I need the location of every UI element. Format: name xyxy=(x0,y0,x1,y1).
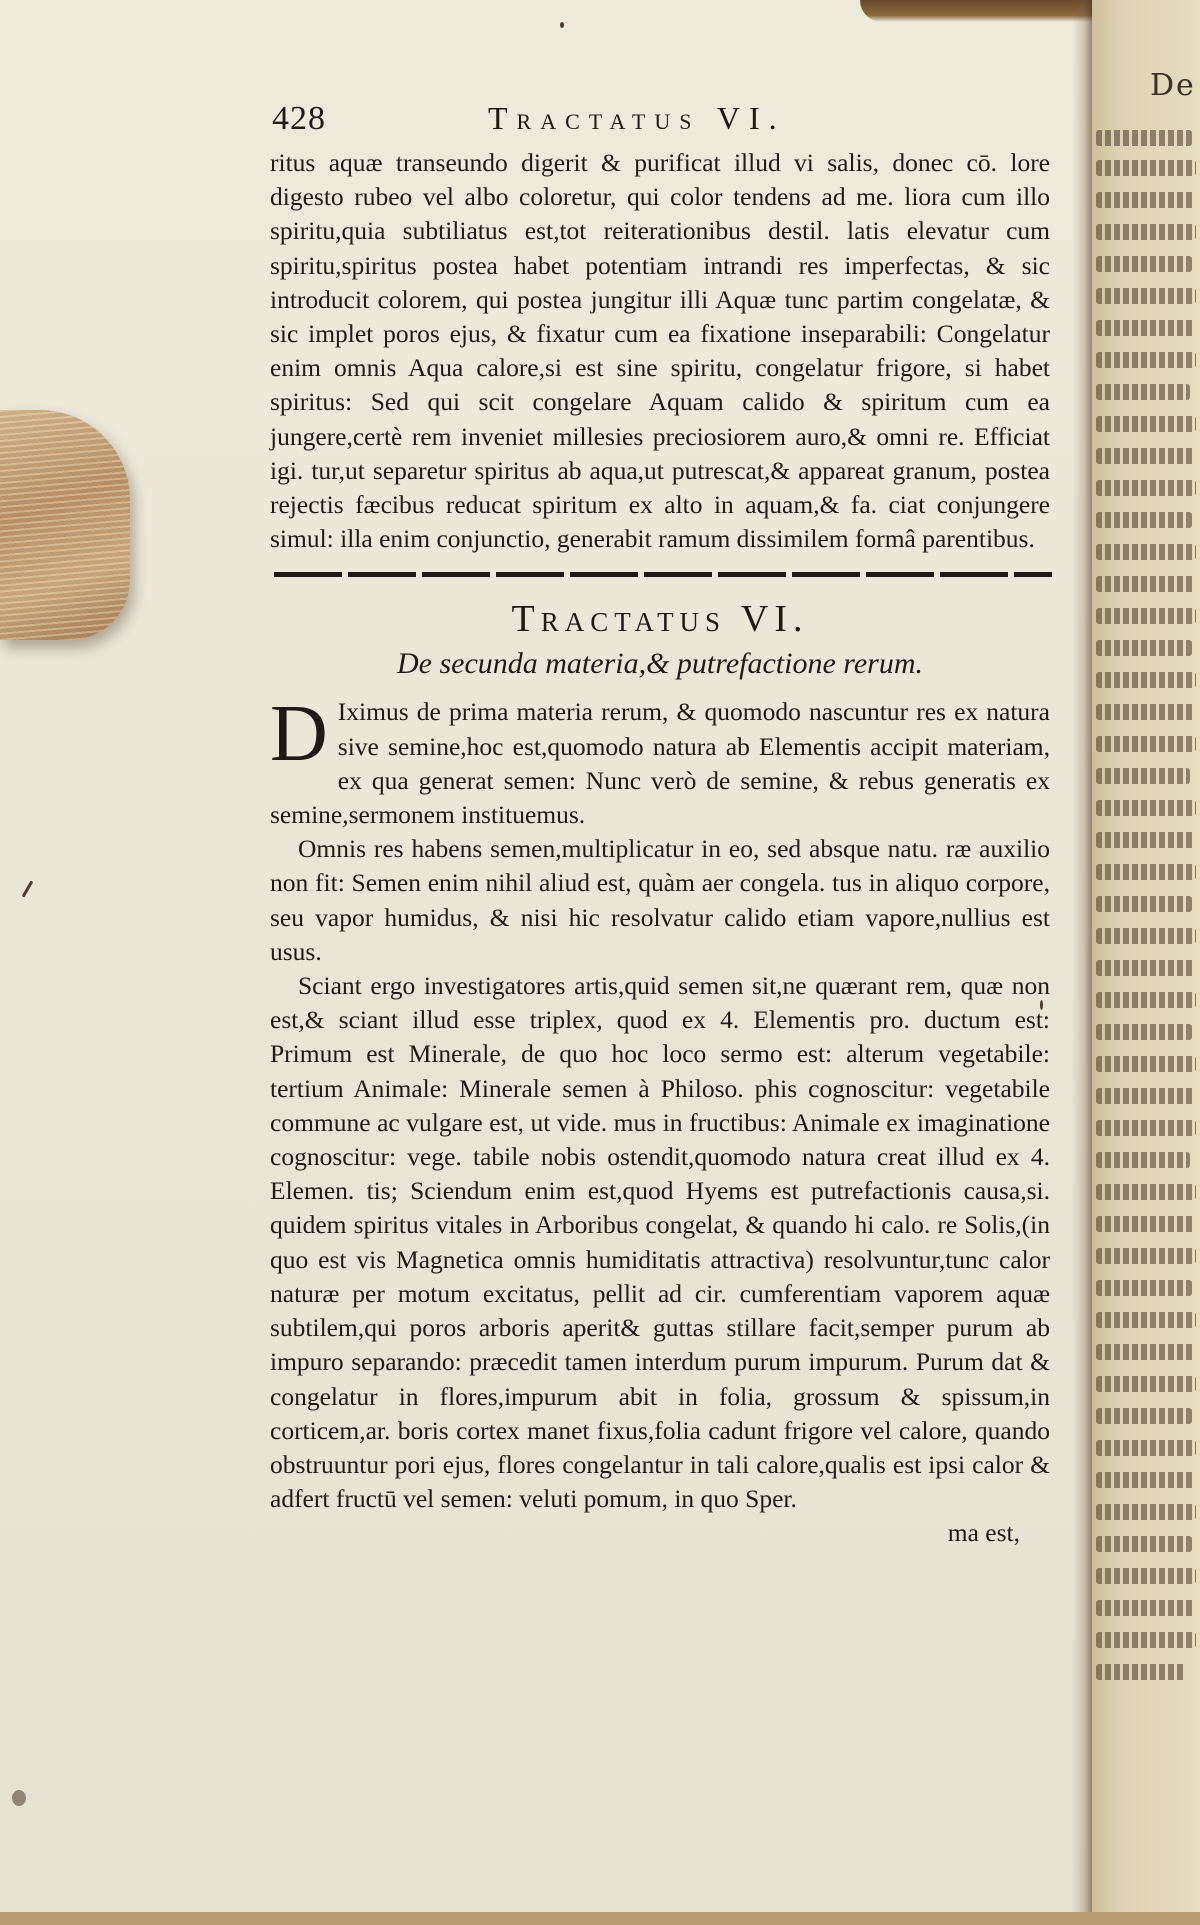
facing-page-line xyxy=(1096,1408,1192,1424)
opening-paragraph: ritus aquæ transeundo digerit & purificat illud vi salis, donec cō. lore digesto rubeo vel albo coloretur, qui color tendens ad me. liora cum illo spiritu,quia subtiliatus est,tot reiterationibus destil. latis elevatur cum spiritu,spiritus postea habet potentiam intrandi res imperfectas, & sic introducit colorem, qui postea jungitur illi Aquæ tunc partim congelatæ, & sic implet poros ejus, & fixatur cum ea fixatione inseparabili: Congelatur enim omnis Aqua calore,si est sine spiritu, congelatur frigore, si habet spiritus: Sed qui scit congelare Aquam calido & spiritum cum ea jungere,certè rem inveniet millesies preciosiorem auro,& omni re. Efficiat igi. tur,ut separetur spiritus ab aqua,ut putrescat,& appareat granum, postea rejectis fæcibus reducat spiritum ex alto in aquam,& fa. ciat conjungere simul: illa enim conjunctio, generabit ramum dissimilem formâ parentibus. xyxy=(270,148,1050,554)
facing-page-line xyxy=(1096,672,1196,688)
book-bottom-edge xyxy=(0,1912,1200,1925)
facing-page-line xyxy=(1096,1504,1196,1520)
section-paragraph: Omnis res habens semen,multiplicatur in eo, sed absque natu. ræ auxilio non fit: Semen enim nihil aliud est, quàm aer congela. tus in aliquo corpore, seu vapor humidus, & nisi hic resolvatur calido etiam vapore,nullius est usus. xyxy=(270,834,1050,966)
section-paragraph-text: Iximus de prima materia rerum, & quomodo nascuntur res ex natura sive semine,hoc est,quomodo natura ab Elementis accipit materiam, ex qua generat semen: Nunc verò de semine, & rebus generatis ex semine,sermonem instituemus. xyxy=(270,697,1050,830)
page-speck xyxy=(12,1790,26,1806)
facing-page-line xyxy=(1096,800,1196,816)
facing-page-line xyxy=(1096,1312,1196,1328)
facing-page-line xyxy=(1096,448,1194,464)
facing-page-line xyxy=(1096,992,1196,1008)
facing-page-line xyxy=(1096,1472,1194,1488)
main-text-block xyxy=(270,100,1050,1550)
facing-page-line xyxy=(1096,130,1192,146)
facing-page-line xyxy=(1096,896,1192,912)
facing-page-line xyxy=(1096,1184,1196,1200)
facing-page-line xyxy=(1096,352,1196,368)
facing-page-line xyxy=(1096,160,1196,176)
facing-page-line xyxy=(1096,320,1194,336)
facing-page-line xyxy=(1096,1088,1194,1104)
facing-page-line xyxy=(1096,1216,1194,1232)
section-paragraph xyxy=(270,690,1050,832)
facing-page-line xyxy=(1096,928,1196,944)
facing-page-line xyxy=(1096,1120,1196,1136)
facing-page-line xyxy=(1096,1152,1190,1168)
brush-object xyxy=(0,410,130,640)
facing-page-line xyxy=(1096,960,1194,976)
facing-page-line xyxy=(1096,256,1192,272)
facing-page-line xyxy=(1096,416,1196,432)
facing-page-line xyxy=(1096,1536,1192,1552)
book-top-edge xyxy=(860,0,1100,22)
facing-page-line xyxy=(1096,1568,1196,1584)
facing-page-line xyxy=(1096,1632,1196,1648)
section-subtitle: De secunda materia,& putrefactione rerum. xyxy=(396,647,923,681)
facing-page-line xyxy=(1096,1248,1196,1264)
section-divider xyxy=(274,572,1052,577)
facing-page-line xyxy=(1096,192,1194,208)
catchword: ma est, xyxy=(947,1518,1020,1548)
facing-page-line xyxy=(1096,1440,1196,1456)
facing-page-line xyxy=(1096,224,1196,240)
facing-page-line xyxy=(1096,736,1196,752)
page-speck xyxy=(560,22,564,28)
facing-page-line xyxy=(1096,768,1190,784)
facing-page-line xyxy=(1096,480,1196,496)
facing-page-line xyxy=(1096,704,1194,720)
facing-page-line xyxy=(1096,832,1194,848)
facing-page-line xyxy=(1096,640,1192,656)
running-head xyxy=(270,100,1050,146)
facing-page-line xyxy=(1096,1664,1186,1680)
facing-page-line xyxy=(1096,544,1196,560)
facing-page-line xyxy=(1096,864,1196,880)
facing-page-line xyxy=(1096,1344,1194,1360)
facing-page-line xyxy=(1096,1056,1196,1072)
facing-page-line xyxy=(1096,1600,1194,1616)
page-number: 428 xyxy=(272,100,326,137)
facing-page-line xyxy=(1096,1376,1196,1392)
facing-page xyxy=(1092,0,1200,1925)
facing-page-line xyxy=(1096,384,1190,400)
facing-page-line xyxy=(1096,608,1196,624)
facing-page-line xyxy=(1096,1280,1192,1296)
running-title: Tractatus VI. xyxy=(488,100,786,136)
facing-page-heading: De xyxy=(1150,68,1196,103)
page-speck xyxy=(22,880,34,897)
gutter-shadow xyxy=(1072,0,1092,1925)
drop-cap: D xyxy=(270,690,328,779)
facing-page-line xyxy=(1096,576,1194,592)
facing-page-line xyxy=(1096,288,1196,304)
facing-page-line xyxy=(1096,512,1192,528)
section-title: Tractatus VI. xyxy=(511,598,809,641)
section-paragraph: Sciant ergo investigatores artis,quid semen sit,ne quærant rem, quæ non est,& sciant illud esse triplex, quod ex 4. Elementis pro. ductum est: Primum est Minerale, de quo hoc loco sermo est: alterum vegetabile: tertium Animale: Minerale semen à Philoso. phis cognoscitur: vegetabile commune ac vulgare est, ut vide. mus in fructibus: Animale ex imaginatione cognoscitur: vege. tabile nobis ostendit,quomodo natura creat illud ex 4. Elemen. tis; Sciendum enim est,quod Hyems est putrefactionis causa,si. quidem spiritus vitales in Arboribus congelat, & quando hi calo. re Solis,(in quo est vis Magnetica omnis humiditatis attractiva) resolvuntur,tunc calor naturæ per motum excitatus, pellit ad cir. cumferentiam vaporem aquæ subtilem,qui poros arboris aperit& guttas stillare facit,semper purum ab impuro separando: præcedit tamen interdum purum impurum. Purum dat & congelatur in flores,impurum abit in folia, grossum & spissum,in corticem,ar. boris cortex manet fixus,folia cadunt frigore vel calore, quando obstruuntur pori ejus, flores congelantur in tali calore,qualis est ipsi calor & adfert fructū vel semen: veluti pomum, in quo Sper. xyxy=(270,971,1050,1514)
facing-page-line xyxy=(1096,1024,1192,1040)
